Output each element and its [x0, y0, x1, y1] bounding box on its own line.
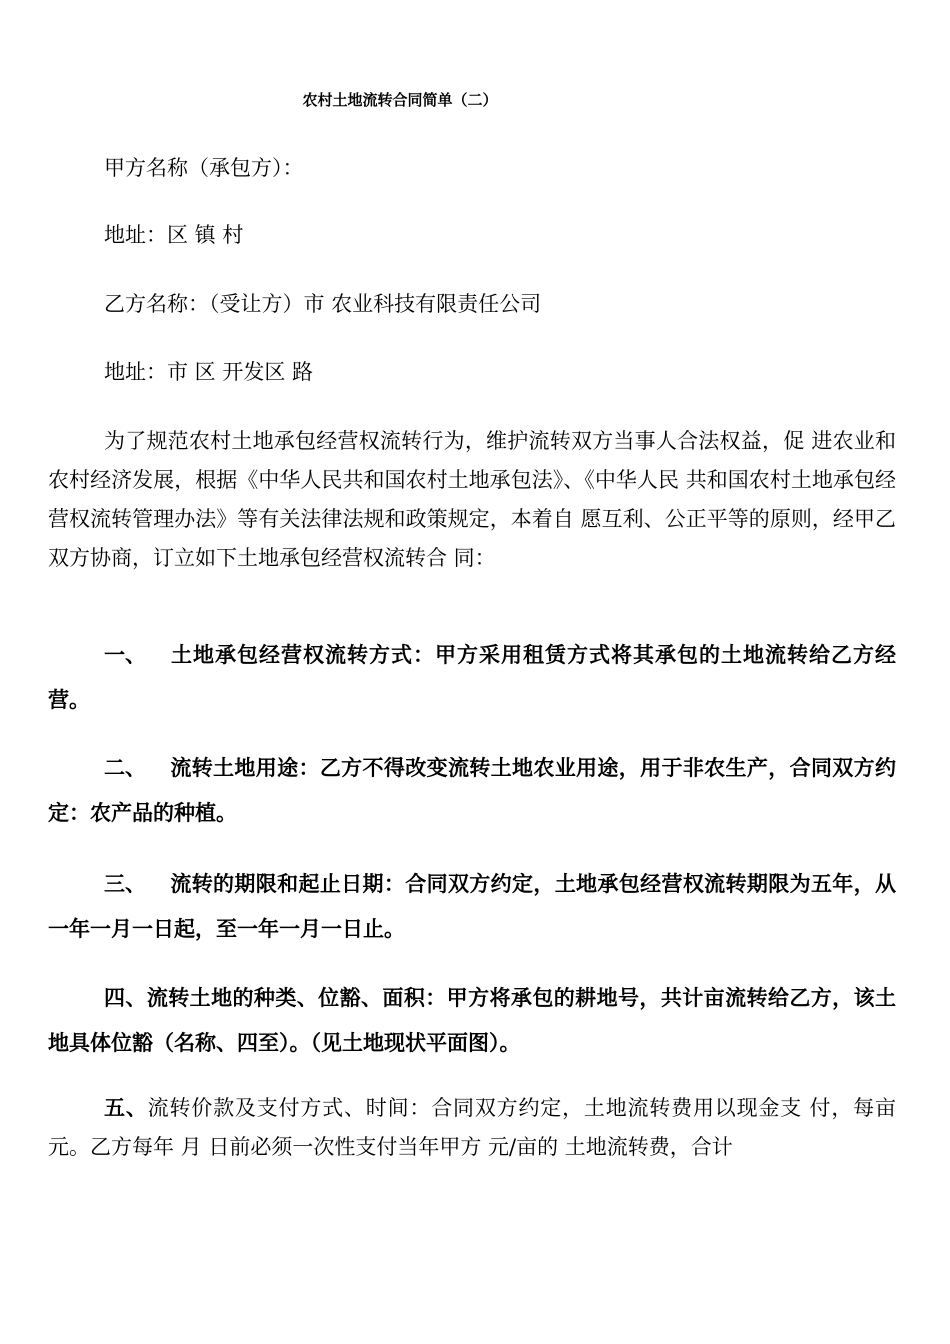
preamble-paragraph: 为了规范农村土地承包经营权流转行为，维护流转双方当事人合法权益，促 进农业和农村经济发展，根据《中华人民共和国农村土地承包法》、《中华人民 共和国农村土地承包经营权流转管理办法》等有关法律法规和政策规定，本着自 愿互利、公正平等的原则，经甲乙双方协商，订立如下土地承包经营权流转合 同：: [48, 429, 896, 570]
clause-4: [48, 975, 896, 1065]
clause-1-text: 土地承包经营权流转方式：甲方采用租赁方式将其承包的土地流转给乙方经营。: [48, 642, 896, 712]
clause-1: [48, 632, 896, 722]
document-title: 农村土地流转合同简单（二）: [302, 91, 498, 109]
clause-3-number: 三、: [104, 871, 146, 896]
party-a-address: 地址：区 镇 村: [104, 223, 244, 247]
clause-4-text: 流转土地的种类、位豁、面积：甲方将承包的耕地号，共计亩流转给乙方，该土地具体位豁（名称、四至）。（见土地现状平面图）。: [48, 985, 897, 1055]
clause-4-number: 四、: [104, 985, 147, 1010]
clause-2: [48, 745, 896, 835]
clause-3-text: 流转的期限和起止日期：合同双方约定，土地承包经营权流转期限为五年，从一年一月一日起，至一年一月一日止。: [48, 871, 896, 941]
clause-3: [48, 861, 896, 951]
clause-2-text: 流转土地用途：乙方不得改变流转土地农业用途，用于非农生产，合同双方约定：农产品的种植。: [48, 755, 896, 825]
party-b-name: 乙方名称：（受让方）市 农业科技有限责任公司: [104, 292, 542, 316]
party-a-name: 甲方名称（承包方）：: [104, 156, 304, 180]
clause-5-text: 流转价款及支付方式、时间：合同双方约定，土地流转费用以现金支 付，每亩 元。乙方每年 月 日前必须一次性支付当年甲方 元/亩的 土地流转费，合计: [48, 1096, 896, 1159]
party-b-address: 地址：市 区 开发区 路: [104, 360, 314, 384]
clause-2-number: 二、: [104, 755, 146, 780]
clause-5-number: 五、: [104, 1095, 148, 1120]
clause-1-number: 一、: [104, 642, 146, 667]
clause-5: [48, 1088, 896, 1167]
